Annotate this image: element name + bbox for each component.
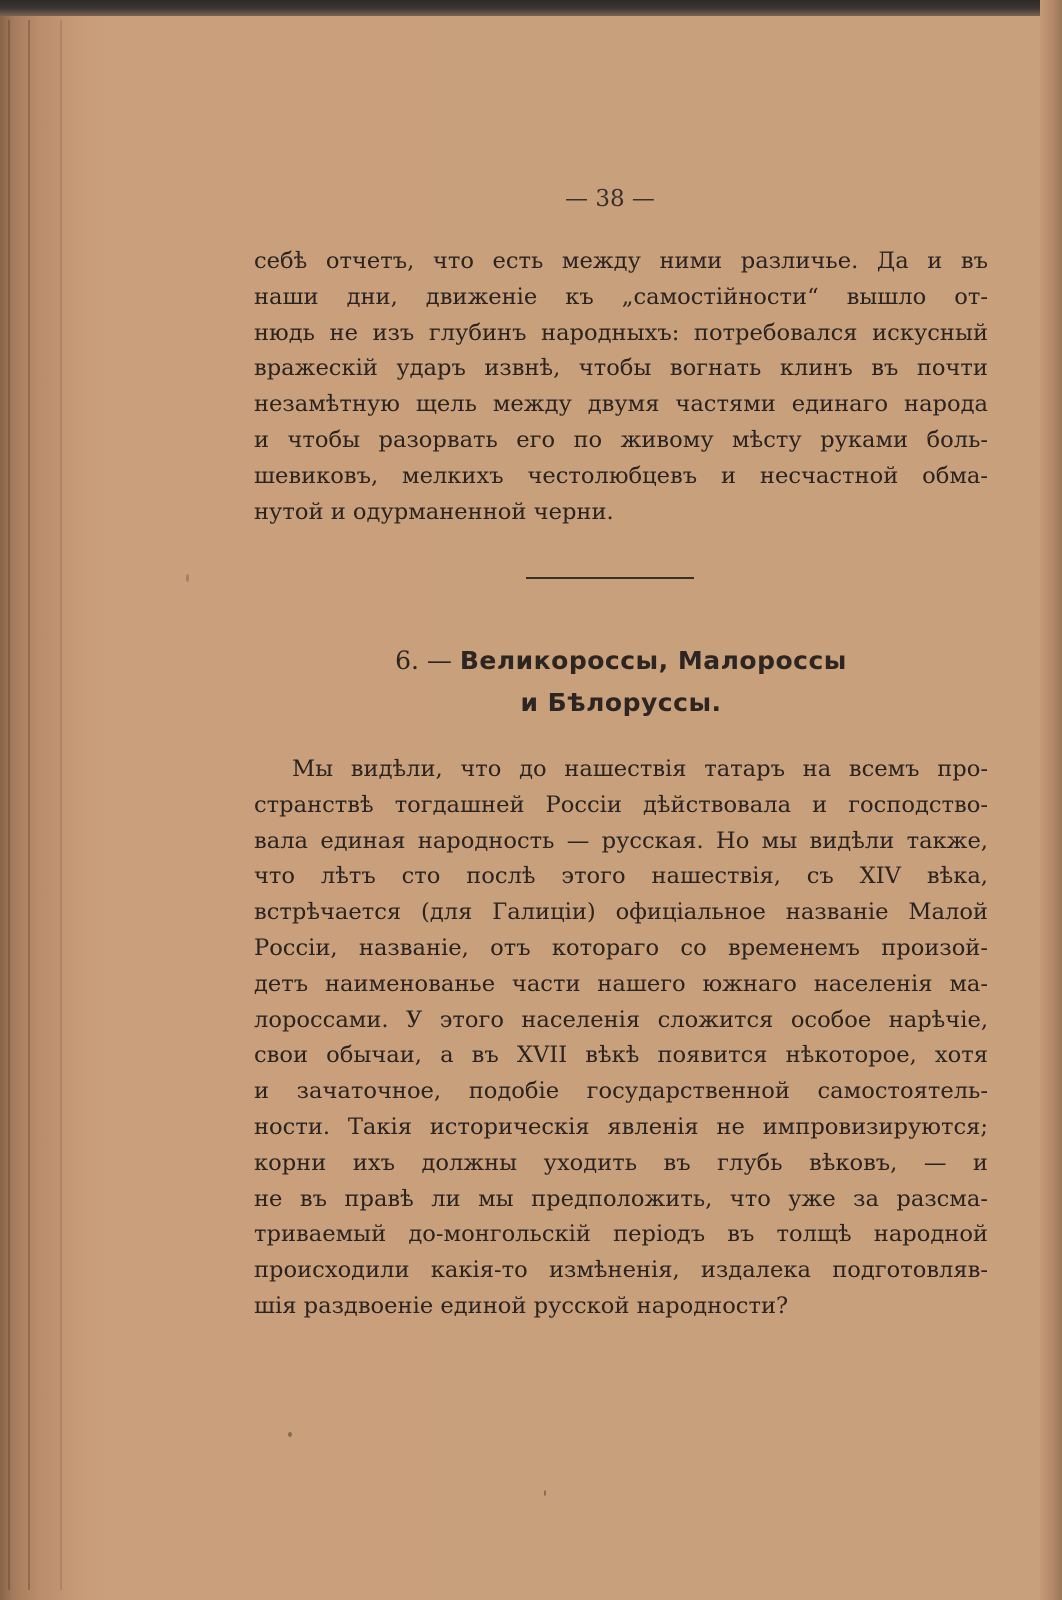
spine-crease	[8, 20, 10, 1590]
text-line: детъ наименованье части нашего южнаго населенія ма-	[254, 970, 988, 997]
text-line: свои обычаи, а въ XVII вѣкѣ появится нѣкоторое, хотя	[254, 1042, 988, 1069]
text-line: шевиковъ, мелкихъ честолюбцевъ и несчастной обма-	[254, 462, 988, 489]
text-line: странствѣ тогдашней Россіи дѣйствовала и господство-	[254, 791, 988, 818]
text-line: триваемый до-монгольскій періодъ въ толщѣ народной	[254, 1221, 988, 1248]
paper-speck	[288, 1432, 292, 1437]
text-line: шія раздвоеніе единой русской народности?	[254, 1292, 789, 1319]
text-line: Мы видѣли, что до нашествія татаръ на всемъ про-	[292, 756, 988, 782]
section-title-part-2: и Бѣлоруссы.	[520, 688, 722, 717]
text-line: и чтобы разорвать его по живому мѣсту руками боль-	[254, 426, 988, 453]
text-line: нутой и одурманенной черни.	[254, 498, 614, 525]
text-line: происходили какія-то измѣненія, издалека подготовляв-	[254, 1257, 988, 1284]
spine-crease	[28, 20, 30, 1590]
text-line: и зачаточное, подобіе государственной самостоятель-	[254, 1078, 988, 1105]
text-line: себѣ отчетъ, что есть между ними различье. Да и въ	[254, 248, 988, 274]
paragraph-section-6	[254, 752, 988, 1325]
text-line: наши дни, движеніе къ „самостійности“ вышло от-	[254, 283, 988, 310]
text-line: вала единая народность — русская. Но мы видѣли также,	[254, 827, 988, 854]
section-title-part-1: Великороссы, Малороссы	[459, 646, 847, 675]
text-line: ности. Такія историческія явленія не импровизируются;	[254, 1113, 988, 1140]
text-line: что лѣтъ сто послѣ этого нашествія, съ XIV вѣка,	[254, 863, 988, 890]
paper-speck	[186, 574, 189, 582]
paper-speck	[544, 1490, 546, 1496]
text-line: лороссами. У этого населенія сложится особое нарѣчіе,	[254, 1006, 988, 1033]
text-line: Россіи, названіе, отъ котораго со временемъ произой-	[254, 934, 988, 961]
page-number: — 38 —	[565, 186, 655, 212]
page-right-edge	[1040, 0, 1062, 1600]
page-top-edge	[0, 0, 1062, 16]
section-number: 6. —	[395, 646, 452, 675]
text-line: не въ правѣ ли мы предположить, что уже за разсма-	[254, 1185, 988, 1212]
section-divider	[526, 577, 694, 579]
text-line: вражескій ударъ извнѣ, чтобы вогнать клинъ въ почти	[254, 355, 988, 382]
spine-crease	[60, 20, 62, 1590]
text-line: встрѣчается (для Галиціи) офиціальное названіе Малой	[254, 899, 988, 926]
section-heading-line-1	[254, 646, 988, 675]
text-line: нюдь не изъ глубинъ народныхъ: потребовался искусный	[254, 319, 988, 346]
text-line: корни ихъ должны уходить въ глубь вѣковъ, — и	[254, 1149, 988, 1176]
paragraph-continued	[254, 244, 988, 530]
text-line: незамѣтную щель между двумя частями единаго народа	[254, 391, 988, 418]
